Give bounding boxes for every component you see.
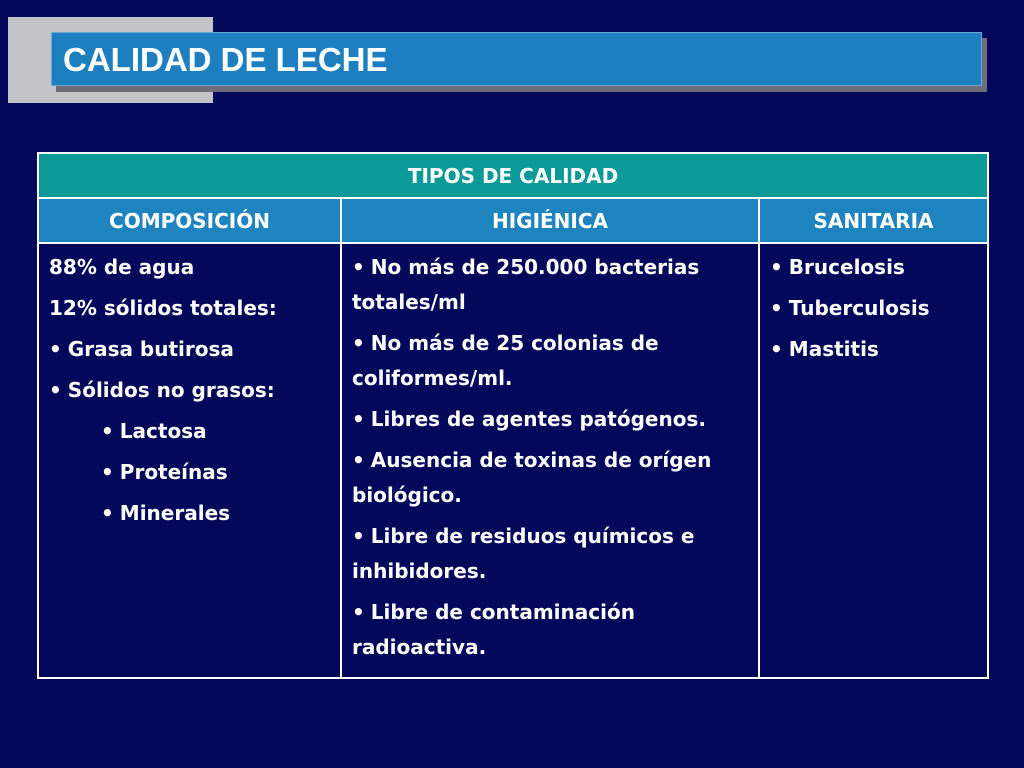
composicion-sub-bullet-text: Minerales	[119, 501, 231, 525]
composicion-sub-bullet-text: Proteínas	[119, 460, 228, 484]
composicion-water-text: 88% de agua	[49, 255, 195, 279]
column-header-row	[38, 198, 988, 243]
list-item	[352, 595, 748, 665]
list-item	[49, 496, 330, 531]
sanitaria-cell	[759, 243, 988, 678]
title-bar	[51, 32, 982, 86]
higienica-item-text: Ausencia de toxinas de orígen biológico.	[352, 448, 712, 507]
higienica-item-text: No más de 250.000 bacterias totales/ml	[352, 255, 700, 314]
bullet-icon: •	[770, 337, 783, 361]
page-title: CALIDAD DE LECHE	[63, 41, 388, 78]
higienica-item-text: Libres de agentes patógenos.	[370, 407, 706, 431]
higienica-cell	[341, 243, 759, 678]
bullet-icon: •	[101, 501, 114, 525]
composicion-sub-bullet-text: Lactosa	[119, 419, 207, 443]
list-item	[49, 373, 330, 408]
list-item	[352, 443, 748, 513]
bullet-icon: •	[770, 296, 783, 320]
table-title-header: TIPOS DE CALIDAD	[38, 153, 988, 198]
quality-types-table	[37, 152, 989, 679]
column-header-composicion: COMPOSICIÓN	[38, 198, 341, 243]
column-header-sanitaria: SANITARIA	[759, 198, 988, 243]
list-item	[49, 291, 330, 326]
list-item	[352, 326, 748, 396]
higienica-item-text: No más de 25 colonias de coliformes/ml.	[352, 331, 659, 390]
bullet-icon: •	[49, 378, 62, 402]
higienica-item-text: Libre de contaminación radioactiva.	[352, 600, 635, 659]
higienica-item-text: Libre de residuos químicos e inhibidores.	[352, 524, 695, 583]
list-item	[49, 332, 330, 367]
sanitaria-item-text: Mastitis	[788, 337, 879, 361]
list-item	[49, 414, 330, 449]
bullet-icon: •	[770, 255, 783, 279]
bullet-icon: •	[352, 600, 365, 624]
list-item	[49, 455, 330, 490]
sanitaria-item-text: Brucelosis	[788, 255, 905, 279]
list-item	[49, 250, 330, 285]
bullet-icon: •	[352, 331, 365, 355]
list-item	[770, 332, 977, 367]
table-row	[38, 243, 988, 678]
list-item	[770, 250, 977, 285]
bullet-icon: •	[352, 407, 365, 431]
composicion-bullet-text: Grasa butirosa	[67, 337, 234, 361]
sanitaria-item-text: Tuberculosis	[788, 296, 930, 320]
bullet-icon: •	[101, 460, 114, 484]
list-item	[352, 402, 748, 437]
composicion-cell	[38, 243, 341, 678]
bullet-icon: •	[352, 255, 365, 279]
bullet-icon: •	[101, 419, 114, 443]
table-header-row	[38, 153, 988, 198]
column-header-higienica: HIGIÉNICA	[341, 198, 759, 243]
composicion-bullet-text: Sólidos no grasos:	[67, 378, 275, 402]
list-item	[352, 519, 748, 589]
bullet-icon: •	[352, 524, 365, 548]
composicion-solids-text: 12% sólidos totales:	[49, 296, 277, 320]
bullet-icon: •	[352, 448, 365, 472]
bullet-icon: •	[49, 337, 62, 361]
list-item	[770, 291, 977, 326]
list-item	[352, 250, 748, 320]
